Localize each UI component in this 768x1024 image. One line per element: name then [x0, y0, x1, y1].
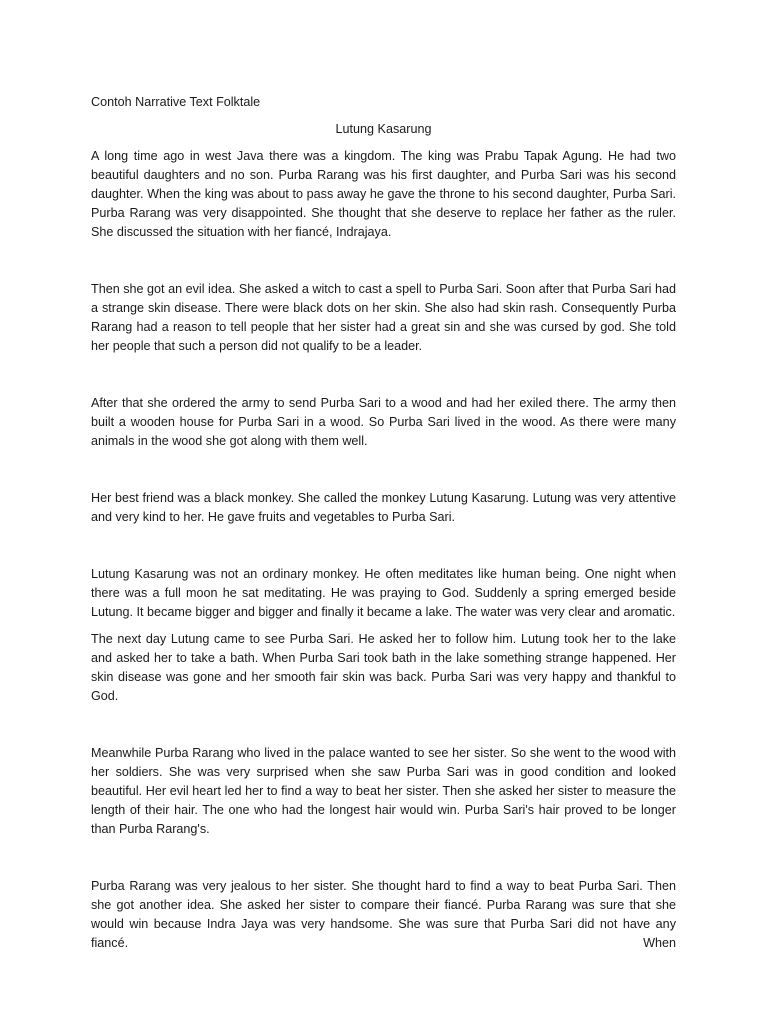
paragraph: The next day Lutung came to see Purba Sari. He asked her to follow him. Lutung took her to the lake and asked her to take a bath. When Purba Sari took bath in the lake something strange happened. Her skin disease was gone and her smooth fair skin was back. Purba Sari was very happy and thankful to God. [91, 632, 676, 703]
paragraph: Purba Rarang was very jealous to her sister. She thought hard to find a way to beat Purba Sari. Then she got another idea. She asked her sister to compare their fiancé. Purba Rarang was sure that she would win because Indra Jaya was very handsome. She was sure that Purba Sari did not have any fiancé. When [91, 879, 676, 950]
paragraph: A long time ago in west Java there was a kingdom. The king was Prabu Tapak Agung. He had two beautiful daughters and no son. Purba Rarang was his first daughter, and Purba Sari was his second daughter. When the king was about to pass away he gave the throne to his second daughter, Purba Sari. Purba Rarang was very disappointed. She thought that she deserve to replace her father as the ruler. She discussed the situation with her fiancé, Indrajaya. [91, 149, 676, 239]
story-title: Lutung Kasarung [335, 122, 432, 136]
paragraph: Then she got an evil idea. She asked a witch to cast a spell to Purba Sari. Soon after that Purba Sari had a strange skin disease. There were black dots on her skin. She also had skin rash. Consequently Purba Rarang had a reason to tell people that her sister had a great sin and she was cursed by god. She told her people that such a person did not qualify to be a leader. [91, 282, 676, 353]
paragraph: Meanwhile Purba Rarang who lived in the palace wanted to see her sister. So she went to the wood with her soldiers. She was very surprised when she saw Purba Sari was in good condition and looked beautiful. Her evil heart led her to find a way to beat her sister. Then she asked her sister to measure the length of their hair. The one who had the longest hair would win. Purba Sari's hair proved to be longer than Purba Rarang's. [91, 746, 676, 836]
document-body [91, 93, 676, 953]
document-heading: Contoh Narrative Text Folktale [91, 95, 261, 109]
paragraph: Her best friend was a black monkey. She called the monkey Lutung Kasarung. Lutung was very attentive and very kind to her. He gave fruits and vegetables to Purba Sari. [91, 491, 676, 524]
paragraph: After that she ordered the army to send Purba Sari to a wood and had her exiled there. The army then built a wooden house for Purba Sari in a wood. So Purba Sari lived in the wood. As there were many animals in the wood she got along with them well. [91, 396, 676, 448]
paragraph: Lutung Kasarung was not an ordinary monkey. He often meditates like human being. One night when there was a full moon he sat meditating. He was praying to God. Suddenly a spring emerged beside Lutung. It became bigger and bigger and finally it became a lake. The water was very clear and aromatic. [91, 567, 676, 619]
